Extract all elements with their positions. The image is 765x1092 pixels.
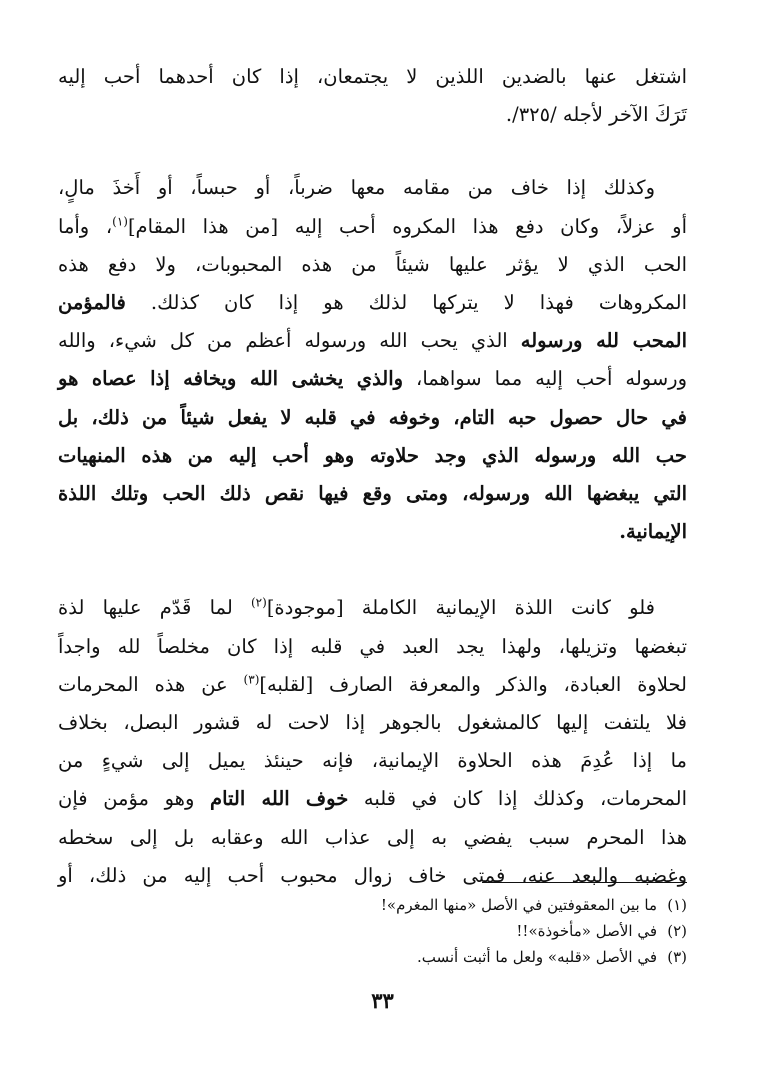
text-line: تبغضها وتزيلها، ولهذا يجد العبد في قلبه إذا كان مخلصاً لله واجداً xyxy=(58,634,687,658)
bold-segment: خوف الله التام xyxy=(210,787,349,811)
text-line xyxy=(58,666,687,704)
text-segment: أو عزلاً، وكان دفع هذا المكروه أحب إليه [من هذا المقام] xyxy=(127,214,687,238)
footnote-item xyxy=(58,918,687,944)
text-segment: ورسوله أحب إليه مما سواهما، xyxy=(403,367,688,391)
footnote-marker[interactable]: (٣) xyxy=(243,672,260,687)
text-segment: وهو مؤمن فإن xyxy=(58,787,210,811)
text-line: تَرَكَ الآخر لأجله /٣٢٥/. xyxy=(505,103,687,127)
text-line xyxy=(58,360,687,398)
text-segment: لحلاوة العبادة، والذكر والمعرفة الصارف [لقلبه] xyxy=(259,672,687,696)
text-line xyxy=(58,208,687,246)
page-number: ٣٣ xyxy=(371,988,394,1013)
text-line: ما إذا عُدِمَ هذه الحلاوة الإيمانية، فإنه حينئذ يميل إلى شيءٍ من xyxy=(58,749,687,773)
text-line: وكذلك إذا خاف من مقامه معها ضرباً، أو حبساً، أو أَخذَ مالٍ، xyxy=(58,176,655,200)
text-line: التي يبغضها الله ورسوله، ومتى وقع فيها نقص ذلك الحب وتلك اللذة xyxy=(58,482,687,506)
footnote-text: في الأصل «مأخوذة»!! xyxy=(516,922,657,940)
footnote-item xyxy=(58,892,687,918)
text-line: فلا يلتفت إليها كالمشغول بالجوهر إذا لاحت له قشور البصل، بخلاف xyxy=(58,711,687,735)
text-line xyxy=(58,780,687,818)
paragraph-1 xyxy=(58,58,687,134)
footnote-divider xyxy=(482,882,687,883)
text-segment: الذي يحب الله ورسوله أعظم من كل شيء، والله xyxy=(58,329,521,353)
text-segment: عن هذه المحرمات xyxy=(58,672,244,696)
text-segment: المكروهات فهذا لا يتركها لذلك هو إذا كان كذلك. xyxy=(125,291,687,315)
text-segment: ، وأما xyxy=(58,214,113,238)
text-line: في حال حصول حبه التام، وخوفه في قلبه لا يفعل شيئاً من ذلك، بل xyxy=(58,405,687,429)
paragraph-3 xyxy=(58,589,687,895)
footnote-number: (١) xyxy=(667,896,687,914)
text-segment: لما قَدّم عليها لذة xyxy=(58,596,251,620)
bold-segment: والذي يخشى الله ويخافه إذا عصاه هو xyxy=(58,367,404,391)
bold-segment: فالمؤمن xyxy=(58,291,126,315)
text-line xyxy=(58,322,687,360)
footnote-marker[interactable]: (١) xyxy=(112,214,128,229)
text-line: وغضبه والبعد عنه، فمتى خاف زوال محبوب أحب إليه من ذلك، أو xyxy=(58,863,687,887)
text-segment: المحرمات، وكذلك إذا كان في قلبه xyxy=(348,787,687,811)
footnotes xyxy=(58,892,687,970)
text-line xyxy=(58,284,687,322)
footnote-text: في الأصل «قلبه» ولعل ما أثبت أنسب. xyxy=(417,948,657,966)
footnote-text: ما بين المعقوفتين في الأصل «منها المغرم»! xyxy=(380,896,657,914)
text-line: هذا المحرم سبب يفضي به إلى عذاب الله وعقابه بل إلى سخطه xyxy=(58,825,687,849)
footnote-number: (٢) xyxy=(667,922,687,940)
text-line: الحب الذي لا يؤثر عليها شيئاً من هذه المحبوبات، ولا دفع هذه xyxy=(58,252,687,276)
footnote-number: (٣) xyxy=(667,948,687,966)
text-line xyxy=(58,589,687,627)
text-line: الإيمانية. xyxy=(619,520,687,544)
text-line: حب الله ورسوله الذي وجد حلاوته وهو أحب إليه من هذه المنهيات xyxy=(58,443,687,467)
text-line: اشتغل عنها بالضدين اللذين لا يجتمعان، إذا كان أحدهما أحب إليه xyxy=(58,65,687,88)
footnote-marker[interactable]: (٢) xyxy=(250,595,267,610)
bold-segment: المحب لله ورسوله xyxy=(520,329,687,353)
paragraph-2 xyxy=(58,169,687,551)
text-segment: فلو كانت اللذة الإيمانية الكاملة [موجودة] xyxy=(266,596,655,620)
footnote-item xyxy=(58,944,687,970)
